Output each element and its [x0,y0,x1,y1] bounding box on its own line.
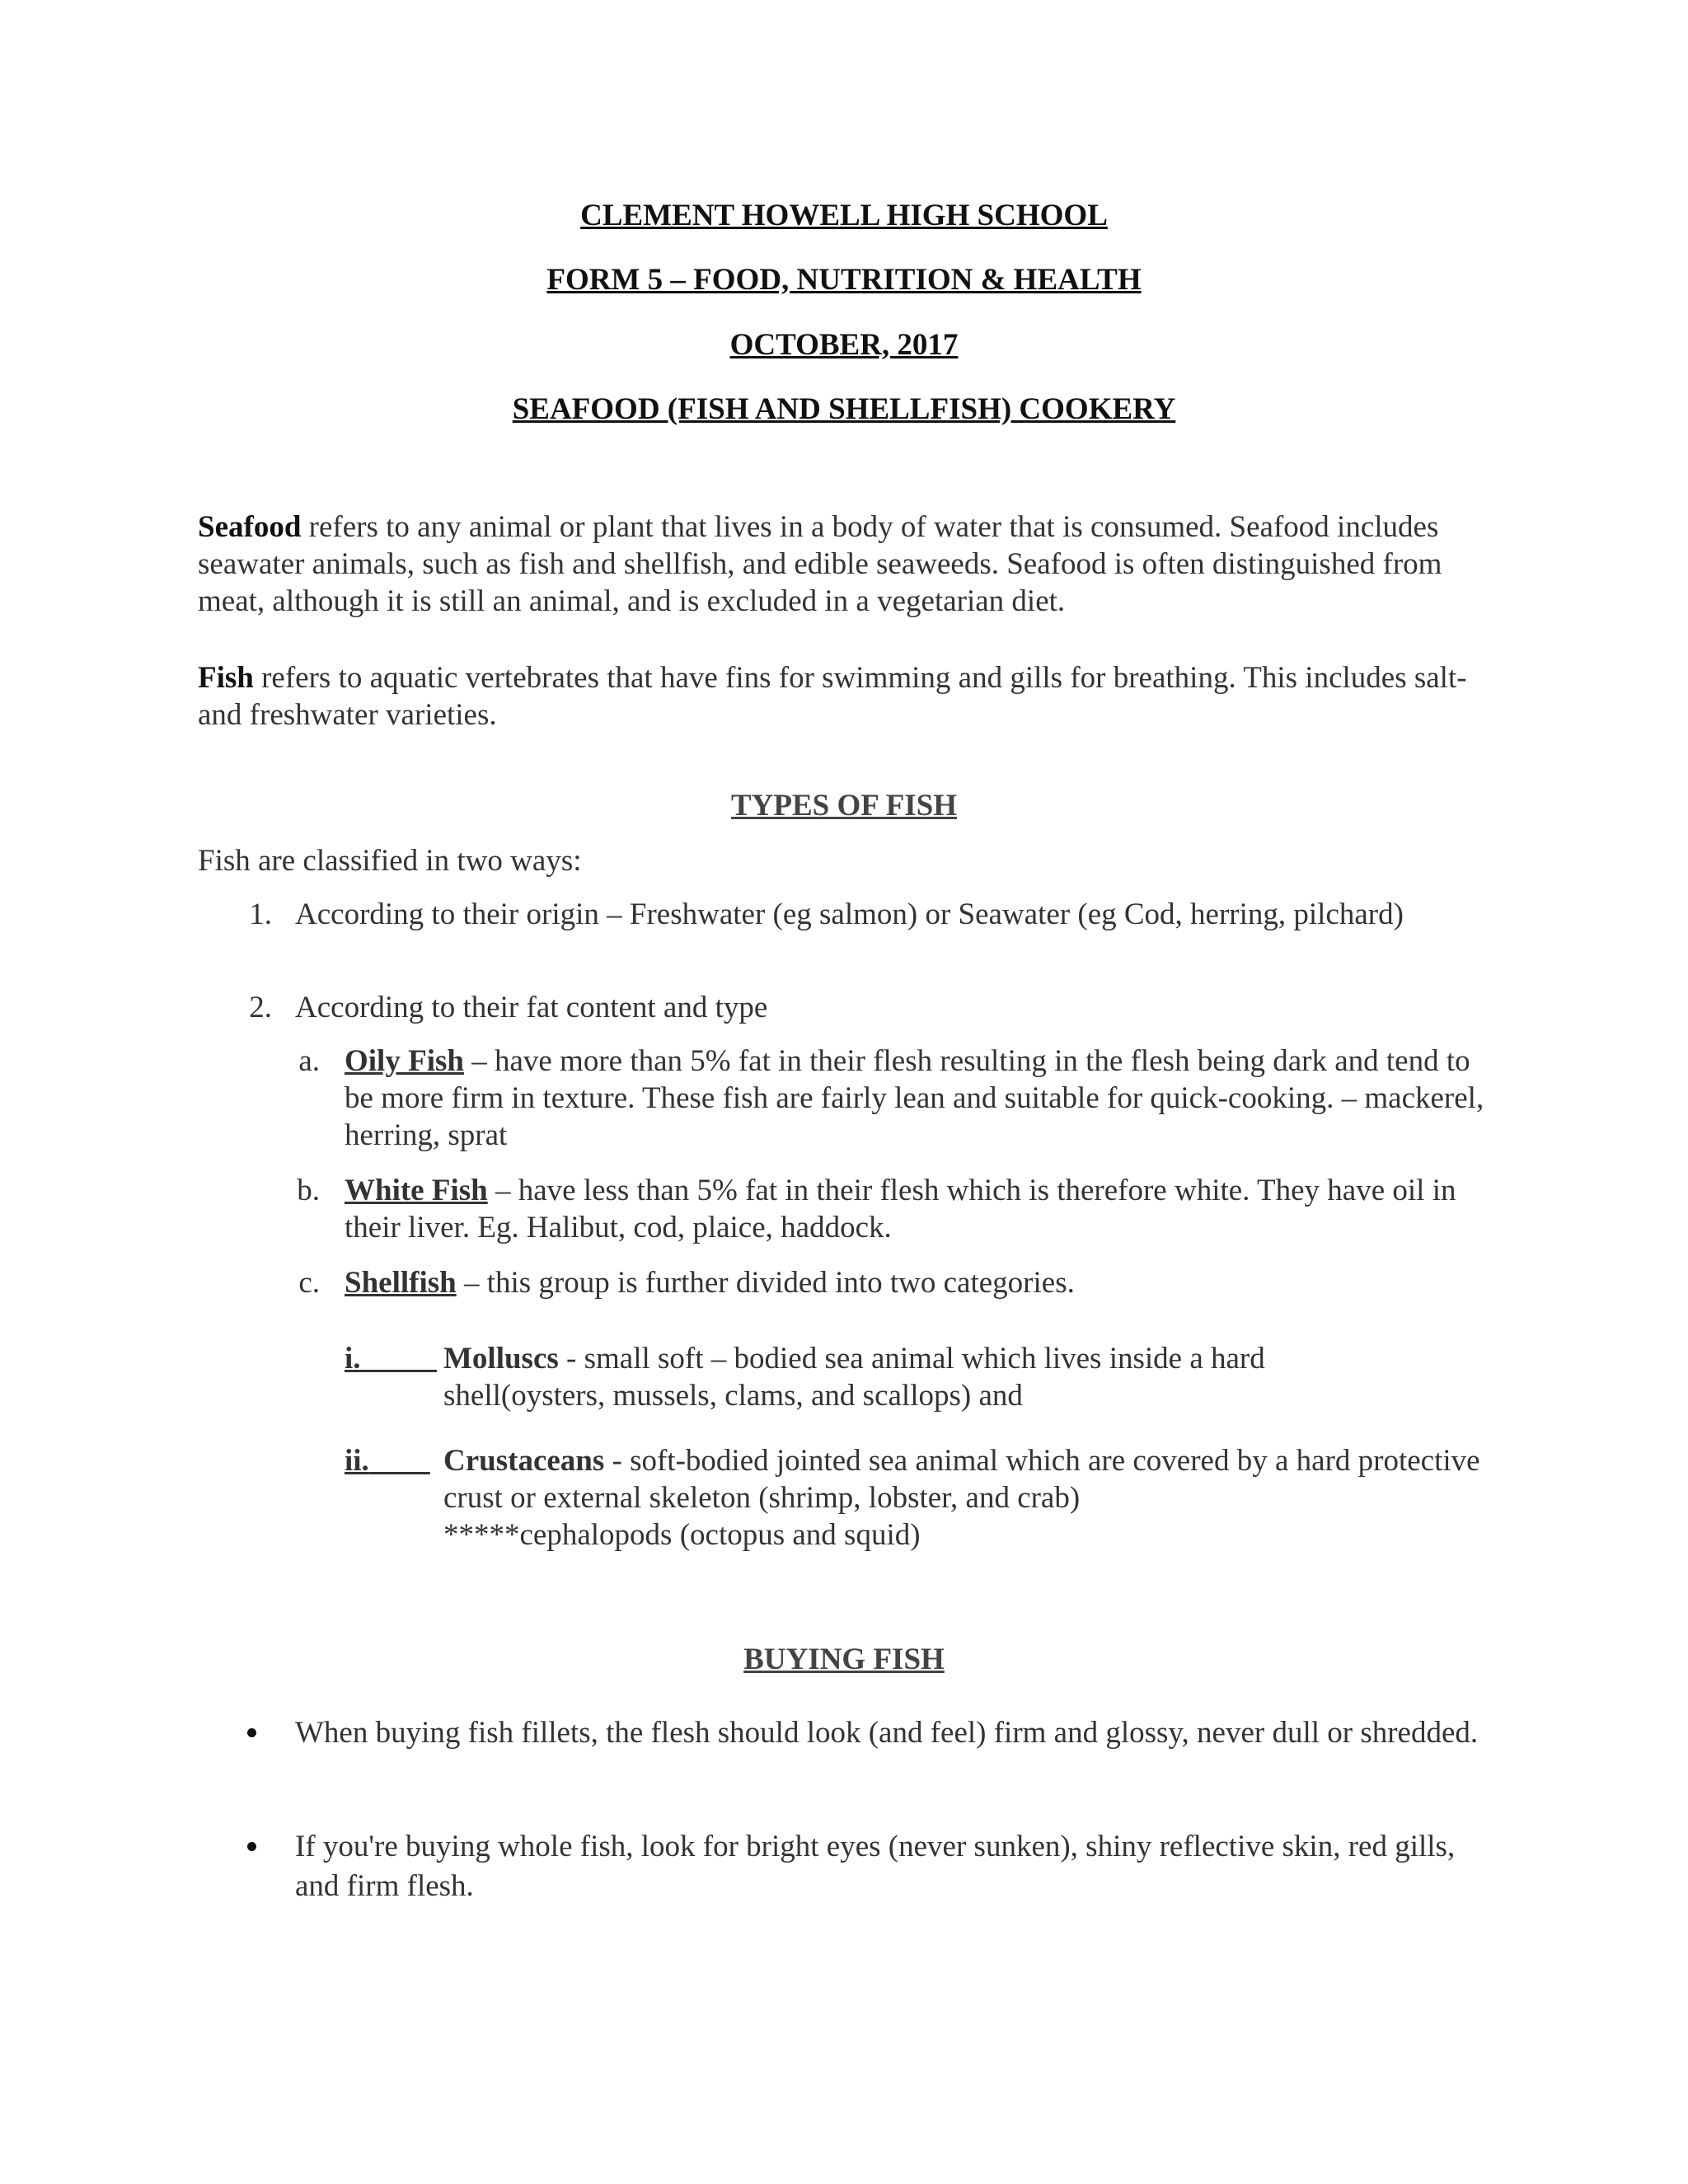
list-item [239,896,1484,933]
list-marker: 1. [249,898,272,931]
sub-list-item-white-fish [288,1172,1484,1246]
buying-fish-heading: BUYING FISH [743,1643,945,1676]
molluscs-term: Molluscs [443,1342,559,1376]
category-crustaceans [345,1442,1484,1554]
oily-fish-term: Oily Fish [345,1044,464,1078]
category-molluscs [345,1340,1484,1414]
molluscs-text: - small soft – bodied sea animal which lives inside a hard shell(oysters, mussels, clams, and scallops) and [443,1342,1265,1413]
crustaceans-term: Crustaceans [443,1444,605,1478]
bullet-item [239,1827,1484,1906]
category-marker: i.​ [345,1342,438,1376]
seafood-text: refers to any animal or plant that lives in a body of water that is consumed. Seafood includes seawater animals, such as fish and shellfish, and edible seaweeds. Seafood is often distinguished from meat, although it is still an animal, and is excluded in a vegetarian diet. [198,510,1442,618]
seafood-term: Seafood [198,510,302,544]
types-lead: Fish are classified in two ways: [198,844,582,878]
bullet-item [239,1713,1484,1753]
list-item-text: According to their fat content and type [295,991,768,1024]
crustaceans-text: - soft-bodied jointed sea animal which are covered by a hard protective crust or external skeleton (shrimp, lobster, and crab) [443,1444,1480,1515]
fish-definition [198,659,1484,733]
fish-term: Fish [198,661,254,695]
sub-list-item-oily-fish [288,1043,1484,1154]
topic-title: SEAFOOD (FISH AND SHELLFISH) COOKERY [512,392,1176,426]
white-fish-text: – have less than 5% fat in their flesh which is therefore white. They have oil in their liver. Eg. Halibut, cod, plaice, haddock. [345,1174,1456,1244]
shellfish-text: – this group is further divided into two categories. [456,1266,1075,1300]
sub-list-item-shellfish [288,1264,1484,1301]
list-item [239,989,1484,1026]
document-date: OCTOBER, 2017 [729,328,959,362]
category-marker: ii.​ [345,1444,430,1478]
shellfish-term: Shellfish [345,1266,457,1300]
fish-text: refers to aquatic vertebrates that have fins for swimming and gills for breathing. This includes salt- and freshwater varieties. [198,661,1467,732]
types-of-fish-heading: TYPES OF FISH [730,789,958,823]
list-marker: a. [298,1044,320,1078]
cephalopods-note: *****cephalopods (octopus and squid) [443,1518,921,1552]
seafood-definition [198,509,1484,620]
bullet-text: When buying fish fillets, the flesh should look (and feel) firm and glossy, never dull or shredded. [295,1716,1479,1750]
list-marker: b. [297,1174,320,1207]
list-item-text: According to their origin – Freshwater (eg salmon) or Seawater (eg Cod, herring, pilchard) [295,898,1404,931]
school-name: CLEMENT HOWELL HIGH SCHOOL [580,199,1108,232]
list-marker: c. [298,1266,320,1300]
course-title: FORM 5 – FOOD, NUTRITION & HEALTH [546,263,1142,297]
bullet-icon [247,1728,256,1737]
bullet-icon [247,1842,256,1851]
bullet-text: If you're buying whole fish, look for bright eyes (never sunken), shiny reflective skin, red gills, and firm flesh. [295,1830,1456,1903]
white-fish-term: White Fish [345,1174,488,1207]
oily-fish-text: – have more than 5% fat in their flesh resulting in the flesh being dark and tend to be more firm in texture. These fish are fairly lean and suitable for quick-cooking. – mackerel, herring, sprat [345,1044,1484,1152]
list-marker: 2. [249,991,272,1024]
